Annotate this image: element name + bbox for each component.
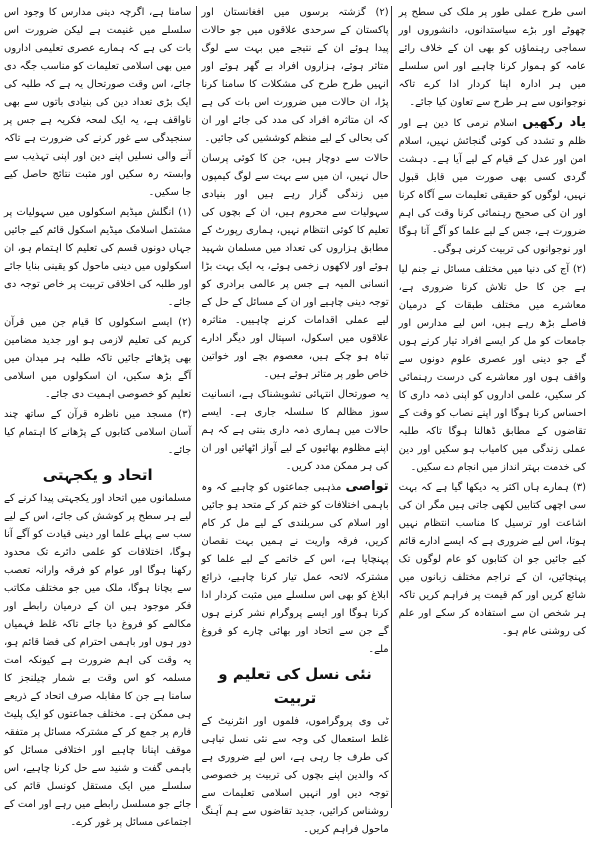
paragraph-text: ٹی وی پروگراموں، فلموں اور انٹرنیٹ کے غلط استعمال کی وجہ سے نئی نسل تباہی کی طرف جا رہی ہے، اس لیے ضروری ہے کہ والدین اپنے بچوں کی تربیت پر خصوصی توجہ دیں اور انہیں اسلامی تعلیمات سے روشناس کرائیں، جدید تقاضوں سے ہم آہنگ ماحول فراہم کریں۔ xyxy=(201,716,389,835)
paragraph-text: مذہبی جماعتوں کو چاہیے کہ وہ باہمی اختلافات کو ختم کر کے متحد ہو جائیں اور اسلام کی سربلندی کے لیے مل کر کام کریں، فرقہ واریت نے ہمیں بہت نقصان پہنچایا ہے، اس کے خاتمے کے لیے علما کو مشترکہ لائحہ عمل تیار کرنا چاہیے، ذرائع ابلاغ کو بھی اس سلسلے میں مثبت کردار ادا کرنا ہوگا اور ایسے پروگرام نشر کرنے ہوں گے جن سے اتحاد اور بھائی چارے کو فروغ ملے۔ xyxy=(201,482,389,655)
column-middle xyxy=(201,4,388,841)
column-left xyxy=(4,4,191,841)
paragraph-text: (۲) گزشتہ برسوں میں افغانستان اور پاکستان کے سرحدی علاقوں میں جو حالات پیدا ہوئے ان کے نتیجے میں بہت سے لوگ متاثر ہوئے، ہزاروں افراد بے گھر ہوئے اور انہیں طرح طرح کی مشکلات کا سامنا کرنا پڑا، ان حالات میں ضرورت اس بات کی ہے کہ ان متاثرہ افراد کی مدد کی جائے اور ان کی بحالی کے لیے منظم کوششیں کی جائیں۔ xyxy=(201,7,389,144)
paragraph xyxy=(399,4,586,112)
paragraph xyxy=(201,150,388,384)
paragraph xyxy=(399,479,586,641)
paragraph-text: (۲) ایسے اسکولوں کا قیام جن میں قرآن کریم کی تعلیم لازمی ہو اور جدید مضامین بھی پڑھائے جائیں تاکہ طلبہ ہر میدان میں آگے بڑھ سکیں، ان اسکولوں میں اسلامی تعلیم کو خصوصی اہمیت دی جائے۔ xyxy=(4,317,192,400)
paragraph-text: حالات سے دوچار ہیں، جن کا کوئی پرسان حال نہیں، ان میں سے بہت سے لوگ کیمپوں میں زندگی گزار رہے ہیں اور بنیادی سہولیات سے محروم ہیں، ان کے بچوں کی تعلیم کا کوئی انتظام نہیں، ہماری رپورٹ کے مطابق ہزاروں کی تعداد میں مسلمان شہید ہوئے اور لاکھوں زخمی ہوئے، یہ ایک بہت بڑا انسانی المیہ ہے جس پر عالمی برادری کو توجہ دینی چاہیے اور ان کے مسائل کے حل کے لیے عملی اقدامات کرنے چاہییں۔ متاثرہ علاقوں میں اسکول، اسپتال اور دیگر ادارے تباہ ہو چکے ہیں، معصوم بچے اور خواتین خاص طور پر متاثر ہوئے ہیں۔ xyxy=(201,153,389,380)
paragraph xyxy=(4,204,191,312)
paragraph xyxy=(4,4,191,202)
paragraph-text: مسلمانوں میں اتحاد اور یکجہتی پیدا کرنے کے لیے ہر سطح پر کوشش کی جائے، اس کے لیے سب سے پہلے علما اور دینی قیادت کو آگے آنا ہوگا، اختلافات کو علمی دائرے تک محدود رکھنا ہوگا اور عوام کو فرقہ وارانہ تعصب سے بچانا ہوگا، ملک میں جو مختلف مکاتب فکر موجود ہیں ان کے درمیان رابطے اور مکالمے کو فروغ دیا جائے تاکہ غلط فہمیاں دور ہوں اور باہمی احترام کی فضا قائم ہو، یہ وقت کی اہم ضرورت ہے کیونکہ امت مسلمہ کو اس وقت بے شمار چیلنجز کا سامنا ہے جن کا مقابلہ صرف اتحاد کے ذریعے ہی ممکن ہے۔ مختلف جماعتوں کو ایک پلیٹ فارم پر جمع کر کے مشترکہ مسائل پر متفقہ موقف اپنانا چاہیے اور اختلافی مسائل کو باہمی گفت و شنید سے حل کرنا چاہیے، اس سلسلے میں ایک مستقل کونسل قائم کی جائے جو مسلسل رابطے میں رہے اور امت کے اجتماعی مسائل پر غور کرے۔ xyxy=(4,493,192,828)
paragraph xyxy=(4,490,191,832)
section-heading: نئی نسل کی تعلیم و تربیت xyxy=(218,665,372,707)
paragraph xyxy=(201,713,388,839)
paragraph-text: اسی طرح عملی طور پر ملک کی سطح پر چھوٹے اور بڑے سیاستدانوں، دانشوروں اور سماجی رہنماؤں کو بھی ان کے خلاف رائے عامہ کو ہموار کرنا چاہیے اور اس سلسلے میں ہر ادارہ اپنا کردار ادا کرے تاکہ نوجوانوں سے ہر طرح سے تعاون کیا جائے۔ xyxy=(398,7,586,108)
paragraph-text: (۳) مسجد میں ناظرہ قرآن کے ساتھ چند آسان اسلامی کتابوں کے پڑھانے کا اہتمام کیا جائے۔ xyxy=(4,409,192,456)
paragraph-text: (۲) آج کی دنیا میں مختلف مسائل نے جنم لیا ہے جن کا حل تلاش کرنا ضروری ہے، معاشرے میں مختلف طبقات کے درمیان فاصلے بڑھ رہے ہیں، اس لیے مدارس اور جامعات کو مل کر ایسے افراد تیار کرنے ہوں گے جو دینی اور عصری علوم دونوں سے واقف ہوں اور معاشرے کی درست رہنمائی کر سکیں، علمی اداروں کو اپنی ذمہ داری کا احساس کرنا ہوگا اور اپنے نصاب کو وقت کے تقاضوں کے مطابق ڈھالنا ہوگا تاکہ طلبہ عملی زندگی میں کامیاب ہو سکیں اور دین کی خدمت بہتر انداز میں انجام دے سکیں۔ xyxy=(398,264,586,473)
paragraph xyxy=(201,386,388,476)
paragraph xyxy=(399,261,586,477)
inline-heading: یاد رکھیں xyxy=(522,115,587,130)
paragraph xyxy=(399,114,586,259)
column-right xyxy=(399,4,586,841)
section-heading: اتحاد و یکجہتی xyxy=(42,466,153,484)
paragraph xyxy=(4,406,191,460)
paragraph xyxy=(201,478,388,659)
column-divider xyxy=(391,6,392,808)
newspaper-page xyxy=(4,4,587,835)
paragraph-text: یہ صورتحال انتہائی تشویشناک ہے، انسانیت سوز مظالم کا سلسلہ جاری ہے۔ ایسے حالات میں ہماری ذمہ داری بنتی ہے کہ ہم اپنے مظلوم بھائیوں کے لیے آواز اٹھائیں اور ان کی ہر ممکن مدد کریں۔ xyxy=(201,389,389,472)
inline-heading: تواصی xyxy=(345,479,389,494)
paragraph xyxy=(201,4,388,148)
column-divider xyxy=(196,6,197,808)
paragraph xyxy=(4,314,191,404)
paragraph-text: سامنا ہے، اگرچہ دینی مدارس کا وجود اس سلسلے میں غنیمت ہے لیکن ضرورت اس بات کی ہے کہ ہمارے عصری تعلیمی اداروں میں بھی اسلامی تعلیمات کو مناسب جگہ دی جائے، اس وقت صورتحال یہ ہے کہ طلبہ کی ایک بڑی تعداد دین کی بنیادی باتوں سے بھی ناواقف ہے، یہ ایک لمحہ فکریہ ہے جس پر سنجیدگی سے غور کرنے کی ضرورت ہے تاکہ آنے والی نسلیں اپنے دین اور اپنی تہذیب سے وابستہ رہ سکیں اور مثبت نتائج حاصل کیے جا سکیں۔ xyxy=(4,7,192,198)
paragraph-text: اسلام نرمی کا دین ہے اور ظلم و تشدد کی کوئی گنجائش نہیں، اسلام امن اور عدل کے قیام کے لیے آیا ہے۔ دہشت گردی کسی بھی صورت میں قابل قبول نہیں، لوگوں کو حقیقی تعلیمات سے آگاہ کرنا اور ان کی صحیح رہنمائی کرنا وقت کی اہم ضرورت ہے، جس کے لیے علما کو آگے آنا ہوگا اور نوجوانوں کی تربیت کرنی ہوگی۔ xyxy=(398,118,586,255)
paragraph-text: (۳) ہمارے ہاں اکثر یہ دیکھا گیا ہے کہ بہت سی اچھی کتابیں لکھی جاتی ہیں مگر ان کی اشاعت اور ترسیل کا مناسب انتظام نہیں ہوتا، اس لیے ضروری ہے کہ ایسے ادارے قائم کیے جائیں جو ان کتابوں کو عام لوگوں تک پہنچائیں، ان کے تراجم مختلف زبانوں میں شائع کریں اور کم قیمت پر فراہم کریں تاکہ ہر شخص ان سے استفادہ کر سکے اور علم کی روشنی عام ہو۔ xyxy=(398,482,586,637)
paragraph-text: (۱) انگلش میڈیم اسکولوں میں سہولیات پر مشتمل اسلامک میڈیم اسکول قائم کیے جائیں جہاں دونوں قسم کی تعلیم کا اہتمام ہو، ان اسکولوں میں دینی ماحول کو یقینی بنایا جائے اور طلبہ کی اخلاقی تربیت پر خاص توجہ دی جائے۔ xyxy=(4,207,192,308)
